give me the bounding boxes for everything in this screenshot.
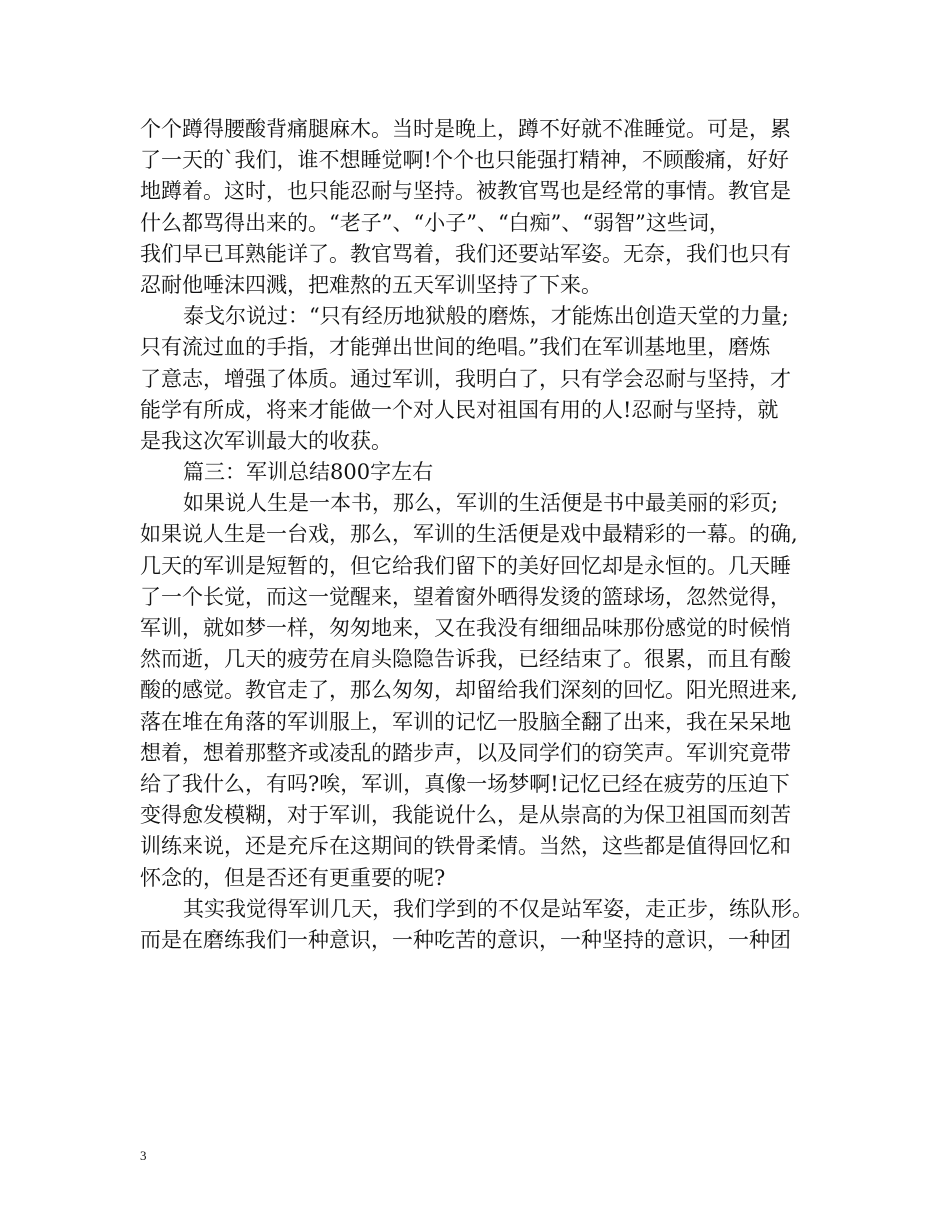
text-line: 了一个长觉，而这一觉醒来，望着窗外晒得发烫的篮球场，忽然觉得， <box>140 584 791 609</box>
text-line: 是我这次军训最大的收获。 <box>140 428 392 453</box>
text-line: 酸的感觉。教官走了，那么匆匆，却留给我们深刻的回忆。阳光照进来, <box>140 678 798 703</box>
text-line: 地蹲着。这时，也只能忍耐与坚持。被教官骂也是经常的事情。教官是 <box>140 179 791 204</box>
text-line: 了意志，增强了体质。通过军训，我明白了，只有学会忍耐与坚持，才 <box>140 366 791 391</box>
text-line: 怀念的，但是否还有更重要的呢? <box>140 865 446 890</box>
paragraph-first-line: 篇三：军训总结800字左右 <box>183 460 434 485</box>
text-line: 什么都骂得出来的。“老子”、“小子”、“白痴”、“弱智”这些词， <box>140 210 730 235</box>
text-line: 落在堆在角落的军训服上，军训的记忆一股脑全翻了出来，我在呆呆地 <box>140 709 791 734</box>
text-line: 如果说人生是一台戏，那么，军训的生活便是戏中最精彩的一幕。的确, <box>140 522 798 547</box>
text-line: 变得愈发模糊，对于军训，我能说什么，是从崇高的为保卫祖国而刻苦 <box>140 803 791 828</box>
text-line: 训练来说，还是充斥在这期间的铁骨柔情。当然，这些都是值得回忆和 <box>140 834 791 859</box>
text-line: 忍耐他唾沫四溅，把难熬的五天军训坚持了下来。 <box>140 272 602 297</box>
text-line: 给了我什么，有吗?唉，军训，真像一场梦啊!记忆已经在疲劳的压迫下 <box>140 771 790 796</box>
text-line: 了一天的`我们，谁不想睡觉啊!个个也只能强打精神，不顾酸痛，好好 <box>140 148 789 173</box>
text-line: 个个蹲得腰酸背痛腿麻木。当时是晚上，蹲不好就不准睡觉。可是，累 <box>140 117 791 141</box>
paragraph-first-line: 如果说人生是一本书，那么，军训的生活便是书中最美丽的彩页; <box>183 491 779 516</box>
text-line: 然而逝，几天的疲劳在肩头隐隐告诉我，已经结束了。很累，而且有酸 <box>140 647 791 672</box>
paragraph-first-line: 其实我觉得军训几天，我们学到的不仅是站军姿，走正步，练队形。 <box>183 896 813 921</box>
text-line: 只有流过血的手指，才能弹出世间的绝唱。”我们在军训基地里，磨炼 <box>140 335 771 360</box>
text-line: 军训，就如梦一样，匆匆地来，又在我没有细细品味那份感觉的时候悄 <box>140 616 791 640</box>
text-line: 想着，想着那整齐或凌乱的踏步声，以及同学们的窃笑声。军训究竟带 <box>140 740 791 765</box>
text-line: 能学有所成，将来才能做一个对人民对祖国有用的人!忍耐与坚持，就 <box>140 397 779 422</box>
body-text <box>140 114 820 956</box>
page-number: 3 <box>140 1148 147 1163</box>
paragraph-first-line: 泰戈尔说过：“只有经历地狱般的磨炼，才能炼出创造天堂的力量; <box>183 304 789 329</box>
text-line: 几天的军训是短暂的，但它给我们留下的美好回忆却是永恒的。几天睡 <box>140 553 791 578</box>
text-line: 而是在磨练我们一种意识，一种吃苦的意识，一种坚持的意识，一种团 <box>140 927 791 952</box>
text-line: 我们早已耳熟能详了。教官骂着，我们还要站军姿。无奈，我们也只有 <box>140 241 791 266</box>
